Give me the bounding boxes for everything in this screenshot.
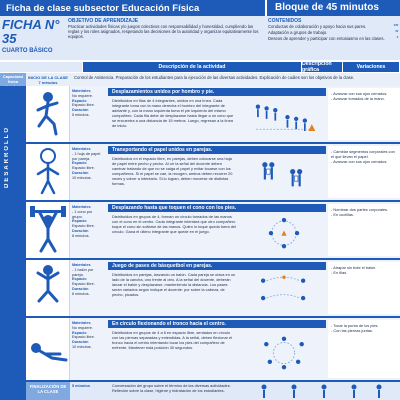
contents-label: CONTENIDOS bbox=[268, 18, 302, 24]
capacity-figure bbox=[26, 202, 70, 258]
activity-drawing-icon bbox=[244, 214, 324, 254]
capacity-figure bbox=[26, 86, 70, 142]
grade-label: CUARTO BÁSICO bbox=[2, 48, 53, 54]
capacity-figure bbox=[26, 318, 70, 380]
variations-box: - Atrapar sin bote el balón. - En filas. bbox=[328, 262, 400, 314]
activity-meta: Materiales - 1 cono por grupo. Espacio Espacio libre. Duración 8 minutos. bbox=[72, 205, 95, 238]
jumping-figure-icon bbox=[26, 260, 70, 316]
end-label: FINALIZACIÓN DE LA CLASE bbox=[26, 382, 70, 400]
activity-title: Transportando el papel unidos en parejas. bbox=[108, 146, 326, 154]
column-headers bbox=[0, 62, 400, 72]
activity-row bbox=[26, 86, 400, 144]
activity-main bbox=[108, 262, 326, 314]
stretching-figure-icon bbox=[26, 318, 70, 380]
title-bar bbox=[0, 0, 400, 16]
objectives-label: OBJETIVO DE APRENDIZAJE bbox=[68, 18, 139, 24]
activity-main bbox=[108, 320, 326, 378]
weightlifter-figure-icon bbox=[26, 202, 70, 258]
end-illustration bbox=[244, 382, 400, 400]
activity-main bbox=[108, 204, 326, 256]
activity-row bbox=[26, 202, 400, 260]
sheet-header bbox=[0, 16, 400, 60]
activity-title: Desplazamientos unidos por hombro y pie. bbox=[108, 88, 326, 96]
variations-box: - Cambiar segmentos corporales con el que llevan el papel. - Avanzar con sus ojos cerrados. bbox=[328, 146, 400, 198]
activity-desc: Distribuidos en el espacio libre, en parejas, deben colocarse una hoja de papel entre pecho y pecho. Al oír la señal del docente deben caminar tratando de que no se caiga el papel y evitar tocarse con los compañeros. Si el papel se cae, la recogen, ambos deben recorrer 20 veces y volver a intentarlo. Si lo logran, deben moverse de distintas formas. bbox=[112, 156, 233, 186]
objectives-box bbox=[68, 18, 264, 40]
rating-stars: *** bbox=[393, 24, 398, 30]
capacity-label: Capacidad física bbox=[0, 73, 26, 86]
activity-desc: Distribuidos en grupos de 4, forman un círculo tomados de las manos con el cono en el centro. Cada integrante intentará que otro compañero toque el cono sin soltarse de las manos. Quien lo toque queda fuera del círculo. Gana el último integrante que quede en el juego. bbox=[112, 214, 236, 234]
activity-desc: Distribuidos en parejas, lanzando un balón. Cada pareja se ubica en un lado de la cancha, uno frente al otro. A la señal del docente, deberán lanzar el balón y desplazarse, manteniendo la distancia. Los pases serán variados según indique el docente: por sobre la cabeza, de pecho, picados. bbox=[112, 272, 236, 297]
variations-box: - Tocar la punta de los pies. - Con las piernas juntas. bbox=[328, 320, 400, 378]
side-band bbox=[0, 86, 26, 400]
class-start bbox=[0, 73, 400, 86]
ficha-number: FICHA N° 35 bbox=[2, 17, 60, 46]
col-activity: Descripción de la actividad bbox=[83, 62, 301, 72]
runner-figure-icon bbox=[26, 86, 70, 142]
activity-title: Juego de pases de básquetbol en parejas. bbox=[108, 262, 326, 270]
capacity-figure bbox=[26, 260, 70, 316]
activity-desc: Distribuidos en grupos de 4 a 6 en espacio libre, sentados en círculo con las piernas separadas y extendidas. A la señal, deben flexionar el tronco hacia el centro intentando tocar los pies del compañero de enfrente. Mantener esta posición 30 segundos. bbox=[112, 330, 233, 350]
content-item: Conductas de colaboración y apoyo hacia sus pares. *** bbox=[268, 24, 398, 30]
objectives-text: Practicar actividades físicas y/o juegos colectivos con responsabilidad y honestidad, cumpliendo las reglas y los roles asignados, respetando las decisiones de la autoridad y organizar equitativamente los equipos. bbox=[68, 24, 259, 40]
activity-title: En círculo flexionando el tronco hacia el centro. bbox=[108, 320, 326, 328]
activity-main bbox=[108, 88, 326, 140]
side-label: DESARROLLO bbox=[4, 126, 10, 188]
activity-meta: Materiales - 1 balón por pareja. Espacio Espacio libre. Duración 8 minutos. bbox=[72, 263, 95, 296]
activity-drawing-icon bbox=[244, 156, 324, 196]
child-figure-icon bbox=[26, 144, 70, 200]
activity-title: Desplazando hasta que toquen el cono con los pies. bbox=[108, 204, 326, 212]
activity-drawing-icon bbox=[244, 330, 324, 376]
start-text: Control de Asistencia. Preparación de los estudiantes para la ejecución de las diversas actividades. Explicación de cuáles son los objetivos de la clase. bbox=[70, 73, 400, 86]
activity-row bbox=[26, 318, 400, 382]
col-variations: Variaciones bbox=[343, 62, 399, 72]
variations-box: - Nombrar dos partes corporales. - En cuclillas. bbox=[328, 204, 400, 256]
activity-row bbox=[26, 260, 400, 318]
activity-meta: Materiales - 1 hoja de papel por pareja. Espacio Espacio libre. Duración 10 minutos. bbox=[72, 147, 101, 180]
activity-drawing-icon bbox=[244, 98, 324, 138]
variations-box: - Avanzar con sus ojos cerrados. - Avanzar tomados de la mano. bbox=[328, 88, 400, 140]
duration-title: Bloque de 45 minutos bbox=[265, 0, 379, 16]
start-label: INICIO DE LA CLASE 7 minutos bbox=[26, 73, 70, 86]
activity-drawing-icon bbox=[244, 272, 324, 312]
rating-stars: * bbox=[396, 36, 398, 42]
activity-meta: Materiales No requiere. Espacio Espacio libre. Duración 5 minutos. bbox=[72, 89, 95, 117]
activity-meta: Materiales No requiere. Espacio Espacio libre. Duración 10 minutos. bbox=[72, 321, 95, 349]
activity-desc: Distribuidos en filas de 4 integrantes, unidos en una línea. Cada integrante toma con la mano derecha el hombro del integrante de adelante y, con la mano izquierda toma el pie izquierdo del mismo compañero. Cada fila debe de desplazarse hasta llegar a un cono que se encuentra a una distancia de 15 metros. Luego, regresan a la línea de inicio. bbox=[112, 98, 234, 128]
end-time: 5 minutos bbox=[72, 384, 90, 388]
start-time: 7 minutos bbox=[38, 80, 58, 85]
class-end bbox=[26, 382, 400, 400]
activity-row bbox=[26, 144, 400, 202]
contents-box bbox=[268, 18, 398, 42]
col-graphic: Descripción gráfica bbox=[302, 62, 342, 72]
rating-stars: ** bbox=[395, 30, 398, 36]
activity-main bbox=[108, 146, 326, 198]
capacity-figure bbox=[26, 144, 70, 200]
ficha-box bbox=[2, 18, 66, 56]
end-text: Conversación del grupo sobre el término de las diversas actividades. Reflexión sobre la clase, higiene y hidratación de los estudiantes. bbox=[112, 383, 231, 393]
content-item: Deseos de aprender y participar con entusiasmo en las clases. * bbox=[268, 36, 398, 42]
content-item: Adaptación a grupos de trabajo. ** bbox=[268, 30, 398, 36]
sheet-title: Ficha de clase subsector Educación Física bbox=[6, 2, 200, 14]
group-figures-icon bbox=[244, 382, 394, 400]
